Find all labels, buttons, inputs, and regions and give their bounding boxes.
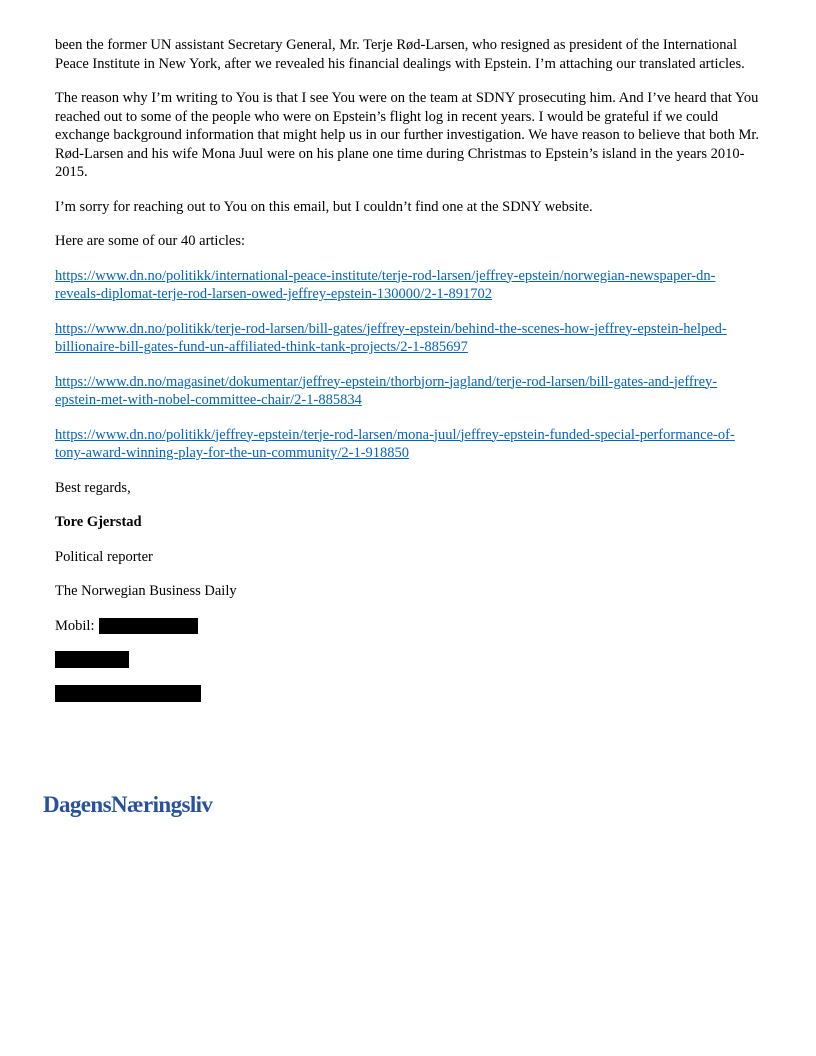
signature-company: The Norwegian Business Daily [55, 583, 237, 599]
mobile-row [55, 617, 761, 636]
paragraph-reason: The reason why I’m writing to You is that I see You were on the team at SDNY prosecuting him. And I’ve heard that You reached out to some of the people who were on Epstein’s flight log in recent years. I would be grateful if we could exchange background information that might help us in our further investigation. We have reason to believe that both Mr. Rød-Larsen and his wife Mona Juul were on his plane one time during Christmas to Epstein’s island in the years 2010-2015. [55, 90, 760, 180]
signature-name: Tore Gjerstad [55, 514, 142, 530]
article-link-row [55, 426, 761, 463]
article-link-row [55, 373, 761, 410]
dagens-naeringsliv-logo: DagensNæringsliv [43, 792, 213, 817]
article-link-4[interactable]: https://www.dn.no/politikk/jeffrey-epstein/terje-rod-larsen/mona-juul/jeffrey-epstein-funded-special-performance-of-tony-award-winning-play-for-the-un-community/2-1-918850 [55, 426, 735, 461]
article-link-1[interactable]: https://www.dn.no/politikk/international-peace-institute/terje-rod-larsen/jeffrey-epstein/norwegian-newspaper-dn-reveals-diplomat-terje-rod-larsen-owed-jeffrey-epstein-130000/2-1-891702 [55, 267, 716, 302]
redacted-line-2 [55, 685, 201, 702]
paragraph-apology: I’m sorry for reaching out to You on this email, but I couldn’t find one at the SDNY website. [55, 198, 593, 215]
articles-intro: Here are some of our 40 articles: [55, 233, 246, 249]
redacted-mobile-number [99, 618, 198, 634]
article-link-row [55, 267, 761, 304]
article-link-2[interactable]: https://www.dn.no/politikk/terje-rod-larsen/bill-gates/jeffrey-epstein/behind-the-scenes-how-jeffrey-epstein-helped-billionaire-bill-gates-fund-un-affiliated-think-tank-projects/2-1-885697 [55, 320, 727, 355]
email-body [55, 36, 761, 702]
signature-title: Political reporter [55, 548, 153, 565]
mobile-label: Mobil: [55, 617, 95, 634]
closing-text: Best regards, [55, 479, 131, 496]
paragraph-intro: been the former UN assistant Secretary General, Mr. Terje Rød-Larsen, who resigned as president of the International Peace Institute in New York, after we revealed his financial dealings with Epstein. I’m attaching our translated articles. [55, 37, 745, 72]
redacted-line-1 [55, 651, 129, 668]
article-link-3[interactable]: https://www.dn.no/magasinet/dokumentar/jeffrey-epstein/thorbjorn-jagland/terje-rod-larsen/bill-gates-and-jeffrey-epstein-met-with-nobel-committee-chair/2-1-885834 [55, 373, 718, 408]
article-link-row [55, 320, 761, 357]
